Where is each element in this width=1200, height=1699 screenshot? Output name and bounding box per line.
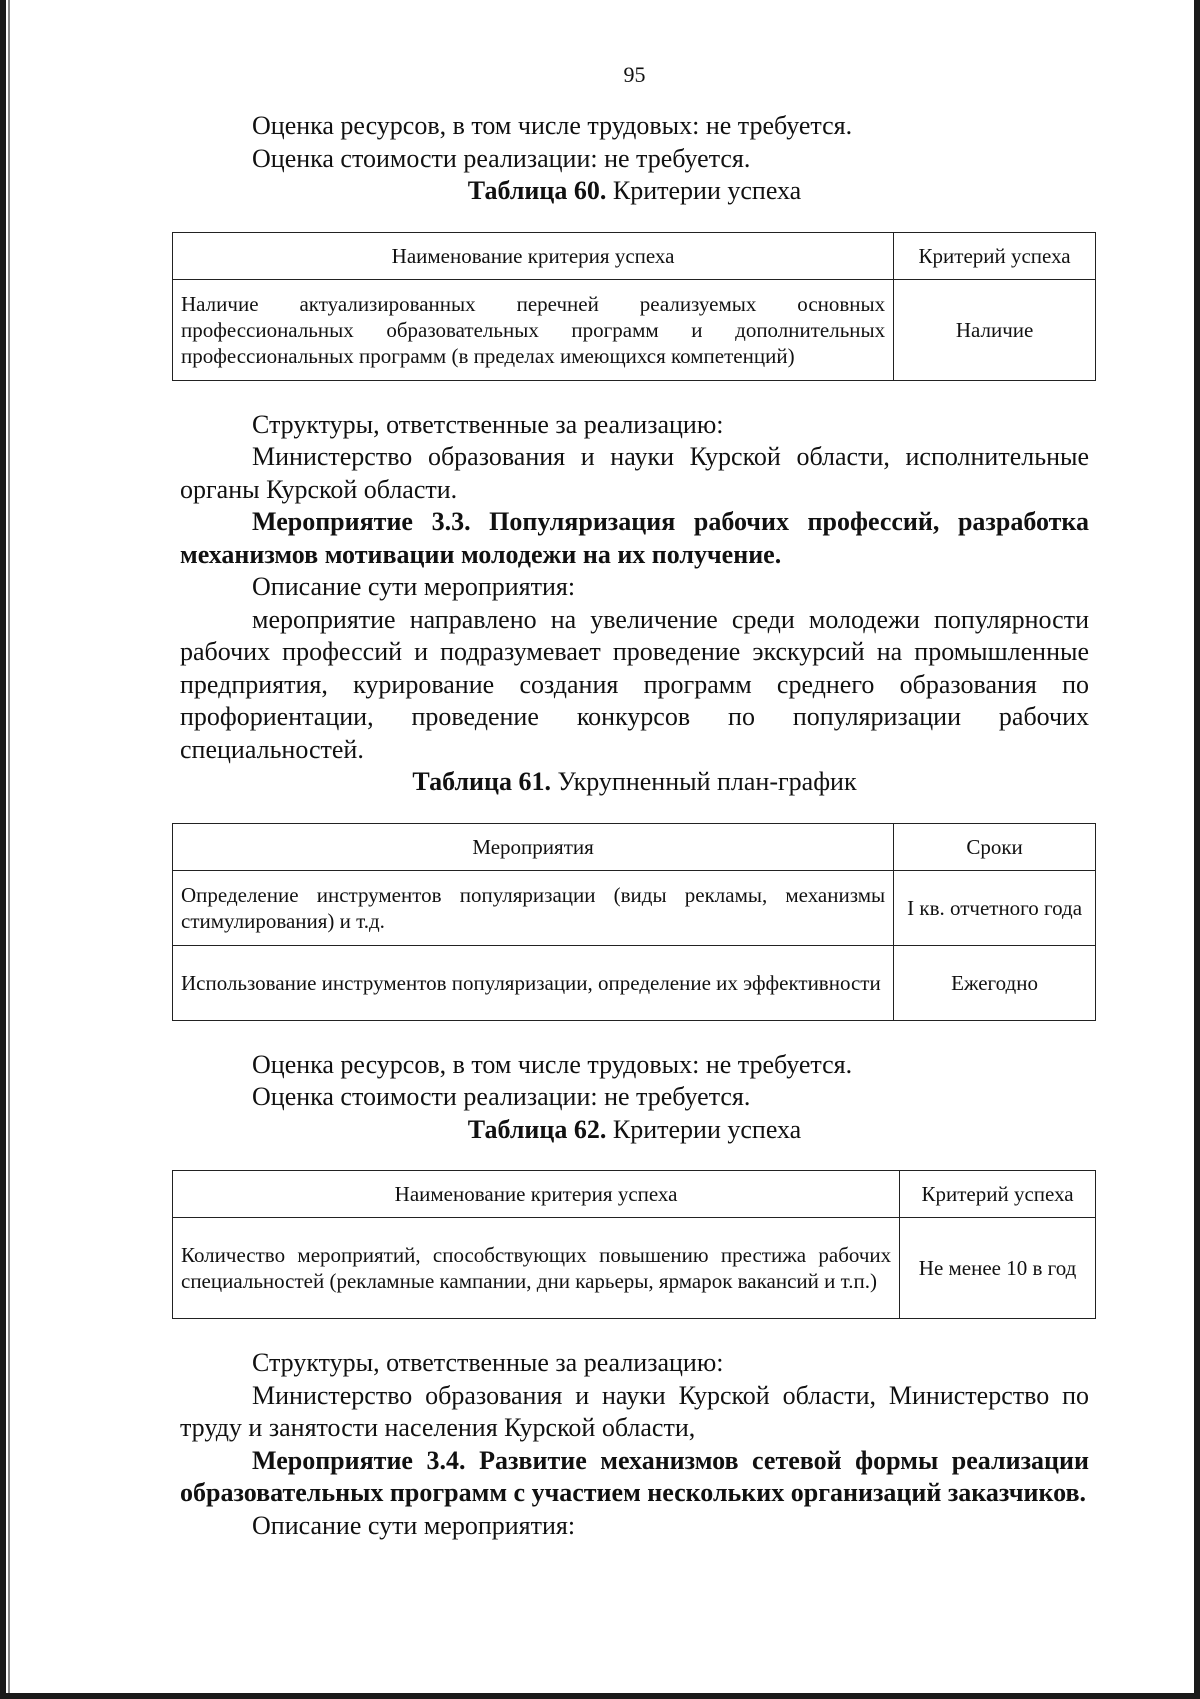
scan-border-left-inner <box>8 0 10 1699</box>
table-60-caption <box>180 175 1089 208</box>
structures-text-2: Министерство образования и науки Курской области, Министерство по труду и занятости населения Курской области, <box>180 1380 1089 1442</box>
table-62-cell-criterion: Не менее 10 в год <box>900 1218 1096 1319</box>
table-62 <box>172 1170 1096 1319</box>
scan-border-right <box>1194 0 1200 1699</box>
table-60-header-criterion-name: Наименование критерия успеха <box>173 232 894 279</box>
structures-text-1: Министерство образования и науки Курской области, исполнительные органы Курской области. <box>180 442 1089 504</box>
description-text-1: мероприятие направлено на увеличение среди молодежи популярности рабочих профессий и подразумевает проведение экскурсий на промышленные предприятия, курирование создания программ среднего образования по профориентации, проведение конкурсов по популяризации рабочих специальностей. <box>180 604 1089 764</box>
table-61-cell-term: Ежегодно <box>894 945 1096 1020</box>
resources-estimate-2: Оценка ресурсов, в том числе трудовых: не требуется. <box>252 1049 853 1079</box>
table-row <box>173 870 1096 945</box>
scan-border-bottom <box>0 1693 1200 1699</box>
table-row <box>173 1218 1096 1319</box>
table-60-cell-criterion: Наличие <box>894 279 1096 380</box>
table-61 <box>172 823 1096 1021</box>
table-61-cell-event: Определение инструментов популяризации (виды рекламы, механизмы стимулирования) и т.д. <box>173 870 894 945</box>
description-label-1: Описание сути мероприятия: <box>252 572 576 601</box>
table-61-cell-term: I кв. отчетного года <box>894 870 1096 945</box>
cost-estimate-1: Оценка стоимости реализации: не требуется. <box>252 143 751 173</box>
table-61-header-events: Мероприятия <box>173 823 894 870</box>
table-62-caption-number: Таблица 62. <box>467 1114 607 1144</box>
cost-estimate-2: Оценка стоимости реализации: не требуется. <box>252 1082 751 1111</box>
table-61-header-row <box>173 823 1096 870</box>
event-3-4-title: Мероприятие 3.4. Развитие механизмов сетевой формы реализации образовательных программ с участием нескольких организаций заказчиков. <box>180 1445 1089 1507</box>
description-label-2: Описание сути мероприятия: <box>252 1510 576 1540</box>
table-60-caption-text: Критерии успеха <box>606 176 802 205</box>
table-62-caption <box>180 1114 1089 1147</box>
structures-label-2: Структуры, ответственные за реализацию: <box>252 1348 724 1377</box>
table-61-caption <box>180 766 1089 799</box>
table-62-header-row <box>173 1171 1096 1218</box>
document-page <box>180 62 1089 1542</box>
page-number: 95 <box>623 62 646 87</box>
event-3-3-title: Мероприятие 3.3. Популяризация рабочих профессий, разработка механизмов мотивации молодежи на их получение. <box>180 507 1089 569</box>
table-60-cell-criterion-name: Наличие актуализированных перечней реализуемых основных профессиональных образовательных программ и дополнительных профессиональных программ (в пределах имеющихся компетенций) <box>173 279 894 380</box>
table-60 <box>172 232 1096 381</box>
structures-label-1: Структуры, ответственные за реализацию: <box>252 409 724 439</box>
table-60-caption-number: Таблица 60. <box>467 176 607 205</box>
table-62-header-criterion-name: Наименование критерия успеха <box>173 1171 900 1218</box>
table-60-header-row <box>173 232 1096 279</box>
resources-estimate-1: Оценка ресурсов, в том числе трудовых: не требуется. <box>252 111 853 140</box>
table-61-caption-text: Укрупненный план-график <box>551 767 857 796</box>
table-62-header-criterion: Критерий успеха <box>900 1171 1096 1218</box>
table-61-header-terms: Сроки <box>894 823 1096 870</box>
table-62-caption-text: Критерии успеха <box>606 1114 802 1144</box>
scan-border-left <box>0 0 6 1699</box>
table-row <box>173 945 1096 1020</box>
table-61-caption-number: Таблица 61. <box>412 767 551 796</box>
table-61-cell-event: Использование инструментов популяризации, определение их эффективности <box>173 945 894 1020</box>
table-row <box>173 279 1096 380</box>
table-60-header-criterion: Критерий успеха <box>894 232 1096 279</box>
table-62-cell-criterion-name: Количество мероприятий, способствующих повышению престижа рабочих специальностей (рекламные кампании, дни карьеры, ярмарок вакансий и т.п.) <box>173 1218 900 1319</box>
